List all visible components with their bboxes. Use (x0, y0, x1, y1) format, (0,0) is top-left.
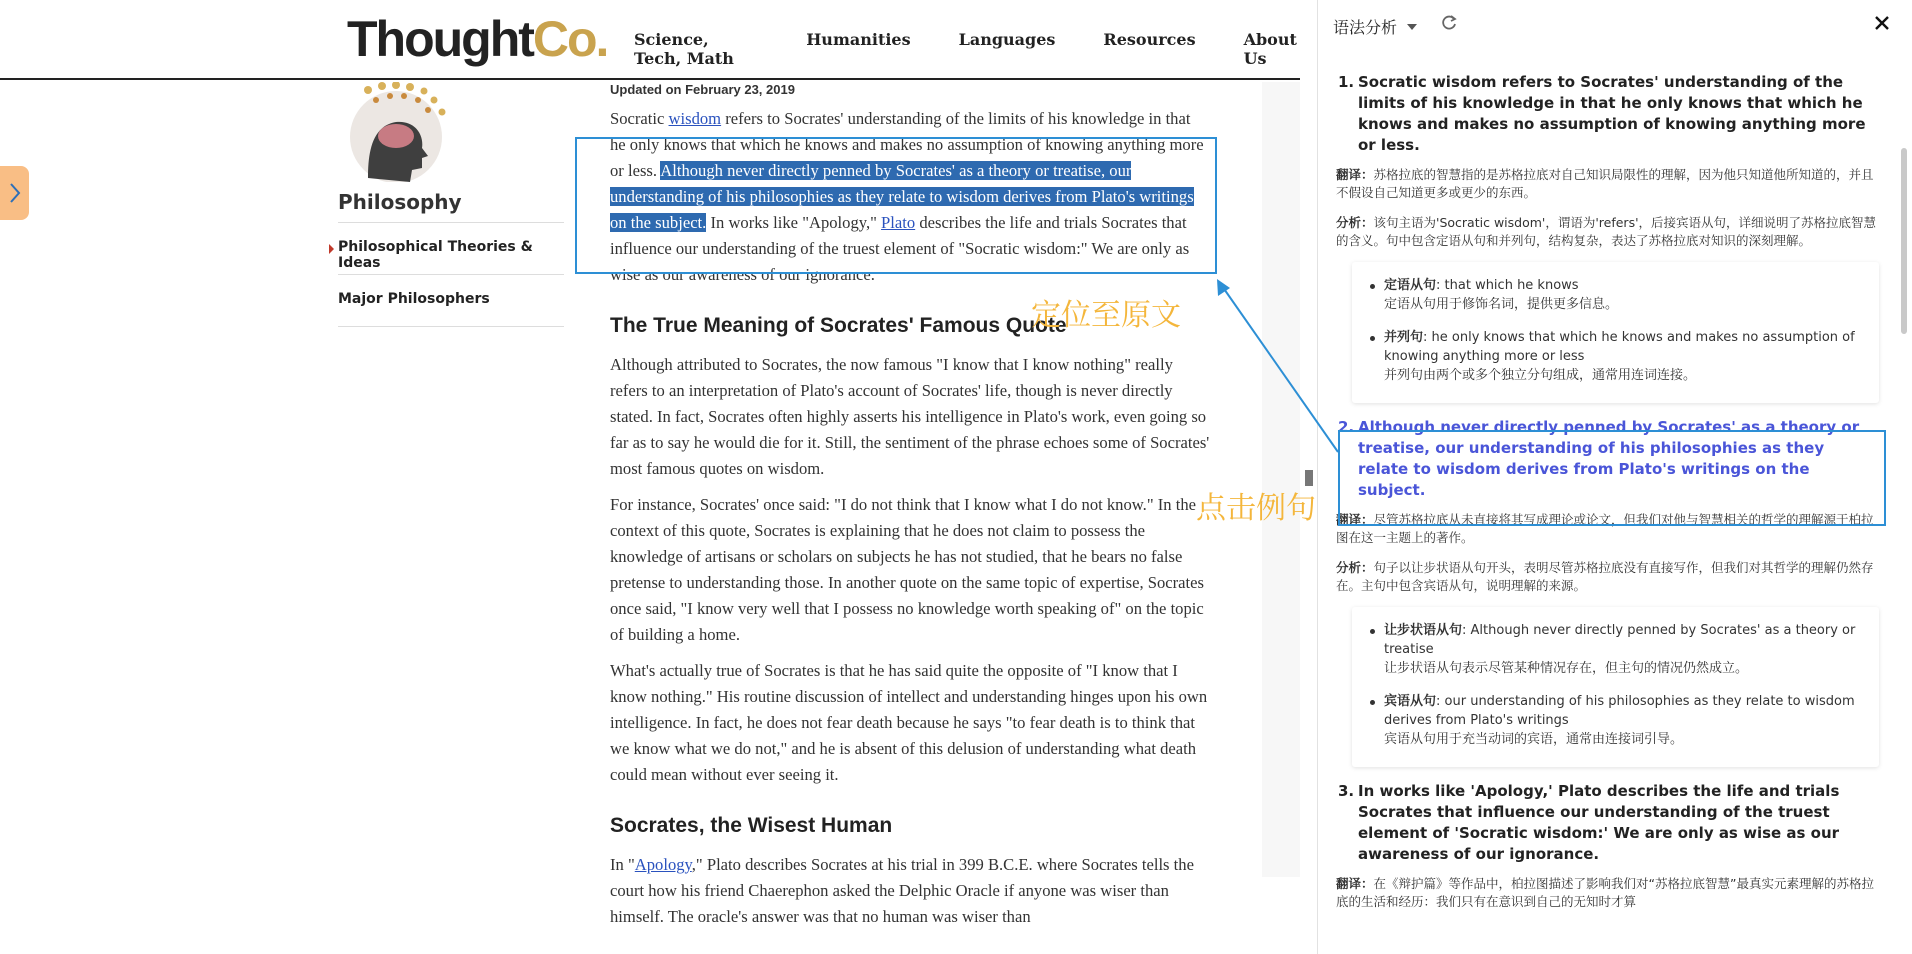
example-sentence[interactable]: Socratic wisdom refers to Socrates' understanding of the limits of his knowledge in that he only knows that which he knows and makes no assumption of knowing anything more or less. (1358, 73, 1866, 154)
nav-item-humanities[interactable]: Humanities (806, 30, 911, 49)
locate-highlight-box (575, 137, 1217, 274)
updated-date: Updated on February 23, 2019 (610, 82, 795, 97)
wisdom-link[interactable]: wisdom (668, 109, 722, 128)
panel-mode-select[interactable] (1333, 15, 1417, 38)
category-link-philosophers[interactable]: Major Philosophers (338, 274, 564, 307)
nav-item-resources[interactable]: Resources (1103, 30, 1196, 49)
close-icon[interactable] (1871, 12, 1893, 34)
annotation-locate: 定位至原文 (1031, 298, 1181, 333)
example-sentence[interactable]: In works like 'Apology,' Plato describes the life and trials Socrates that influence our understanding of the truest element of 'Socratic wisdom:' We are only as wise as our awareness of our ignorance. (1358, 782, 1840, 863)
category-link-theories[interactable]: Philosophical Theories & Ideas (338, 222, 564, 271)
plato-link[interactable]: Plato (881, 213, 916, 232)
translation-line: 翻译：尽管苏格拉底从未直接将其写成理论或论文，但我们对他与智慧相关的哲学的理解源于柏拉图在这一主题上的著作。 (1336, 512, 1874, 545)
grammar-point: 并列句: he only knows that which he knows and makes no assumption of knowing anything more or less 并列句由两个或多个独立分句组成，通常用连词连接。 (1366, 328, 1865, 385)
article-paragraph: For instance, Socrates' once said: "I do not think that I know what I do not know." In the context of this quote, Socrates is explaining that he does not claim to possess the knowledge of artisans or scholars on subjects he has not studied, that he bears no false pretense to understanding those. In another quote on the same topic of expertise, Socrates once said, "I know very well that I possess no knowledge worth speaking of" on the topic of building a home. (610, 495, 1204, 644)
article-paragraph: Socratic wisdom refers to Socrates' understanding of the limits of his knowledge in that he only knows that which he knows and makes no assumption of knowing anything more or less. Although never directly penned by Socrates' as a theory or treatise, our understanding of his philosophies as they relate to wisdom derives from Plato's writings on the subject. In works like "Apology," Plato describes the life and trials Socrates that influence our understanding of the truest element of "Socratic wisdom:" We are only as wise as our awareness of our ignorance. (610, 109, 1204, 284)
grammar-point: 让步状语从句: Although never directly penned by Socrates' as a theory or treatise 让步状语从句表示尽管某种情况存在，但主句的情况仍然成立。 (1366, 621, 1865, 678)
analysis-item: 1. Socratic wisdom refers to Socrates' understanding of the limits of his knowledge in that he only knows that which he knows and makes no assumption of knowing anything more or less. 翻译：苏格拉底的智慧指的是苏格拉底对自己知识局限性的理解，因为他只知道他所知道的，并且不假设自己知道更多或更少的东西。 分析：该句主语为'Socratic wisdom'，谓语为'refers'，后接宾语从句，详细说明了苏格拉底智慧的含义。句中包含定语从句和并列句，结构复杂，表达了苏格拉底对知识的深刻理解。 定语从句: that which he knows 定语从句用于修饰名词，提供更多信息。 并列句: he only knows that which he knows and makes no assumption of knowing anything more or less 并列句由两个或多个独立分句组成，通常用连词连接。 (1318, 72, 1893, 403)
annotation-click: 点击例句 (1196, 491, 1316, 526)
philosophy-category-illustration (338, 82, 458, 182)
section-heading: Socrates, the Wisest Human (610, 814, 893, 837)
site-logo[interactable] (347, 10, 607, 68)
article-paragraph: In "Apology," Plato describes Socrates at his trial in 399 B.C.E. where Socrates tells the court how his friend Chaerephon asked the Delphic Oracle if anyone was wiser than himself. The oracle's answer was that no human was wiser than (610, 855, 1194, 926)
logo-accent-text: Co. (532, 11, 608, 67)
article-paragraph: Although attributed to Socrates, the now famous "I know that I know nothing" really refers to an interpretation of Plato's account of Socrates' life, though is never directly stated. In fact, Socrates often highly asserts his intelligence in Plato's work, even going so far as to say he would die for it. Still, the sentiment of the phrase echoes some of Socrates' most famous quotes on wisdom. (610, 355, 1210, 478)
nav-item-about[interactable]: About Us (1243, 30, 1297, 68)
analysis-item-active: 2. Although never directly penned by Socrates' as a theory or treatise, our understanding of his philosophies as they relate to wisdom derives from Plato's writings on the subject. 翻译：尽管苏格拉底从未直接将其写成理论或论文，但我们对他与智慧相关的哲学的理解源于柏拉图在这一主题上的著作。 分析：句子以让步状语从句开头，表明尽管苏格拉底没有直接写作，但我们对其哲学的理解仍然存在。主句中包含宾语从句，说明理解的来源。 让步状语从句: Although never directly penned by Socrates' as a theory or treatise 让步状语从句表示尽管某种情况存在，但主句的情况仍然成立。 宾语从句: our understanding of his philosophies as they relate to wisdom derives from Plato's writings 宾语从句用于充当动词的宾语，通常由连接词引导。 (1318, 417, 1893, 767)
dropdown-icon (1407, 24, 1417, 30)
translation-line: 翻译：苏格拉底的智慧指的是苏格拉底对自己知识局限性的理解，因为他只知道他所知道的，并且不假设自己知道更多或更少的东西。 (1336, 167, 1874, 200)
clicked-sentence-box (1338, 430, 1886, 526)
sidebar-toggle-button[interactable] (0, 166, 29, 220)
article-paragraph: What's actually true of Socrates is that he has said quite the opposite of "I know that I know nothing." His routine discussion of intellect and understanding hinges upon his own intelligence. In fact, he does not fear death because he says "to fear death is to think that we know what we do not," and he is absent of this delusion of understanding what death could mean without ever seeing it. (610, 661, 1208, 784)
chevron-right-icon (8, 181, 22, 205)
analysis-item: 3. In works like 'Apology,' Plato describes the life and trials Socrates that influence our understanding of the truest element of 'Socratic wisdom:' We are only as wise as our awareness of our ignorance. 翻译：在《辩护篇》等作品中，柏拉图描述了影响我们对“苏格拉底智慧”最真实元素理解的苏格拉底的生活和经历：我们只有在意识到自己的无知时才算 (1318, 781, 1893, 911)
page-side-strip (1262, 82, 1300, 877)
panel-header (1318, 0, 1912, 52)
refresh-icon[interactable] (1440, 14, 1458, 32)
nav-item-science[interactable]: Science, Tech, Math (634, 30, 734, 68)
main-nav (634, 30, 1300, 68)
example-sentence-active[interactable]: Although never directly penned by Socrates' as a theory or treatise, our understanding of his philosophies as they relate to wisdom derives from Plato's writings on the subject. (1358, 418, 1860, 499)
apology-link[interactable]: Apology (634, 855, 692, 874)
grammar-point: 定语从句: that which he knows 定语从句用于修饰名词，提供更多信息。 (1366, 276, 1865, 314)
category-divider (338, 326, 564, 327)
nav-item-languages[interactable]: Languages (958, 30, 1056, 49)
panel-title: 语法分析 (1333, 18, 1398, 37)
grammar-points-card (1352, 262, 1879, 403)
translation-line: 翻译：在《辩护篇》等作品中，柏拉图描述了影响我们对“苏格拉底智慧”最真实元素理解的苏格拉底的生活和经历：我们只有在意识到自己的无知时才算 (1336, 876, 1874, 909)
grammar-points-card (1352, 607, 1879, 767)
grammar-point: 宾语从句: our understanding of his philosophies as they relate to wisdom derives from Plato's writings 宾语从句用于充当动词的宾语，通常由连接词引导。 (1366, 692, 1865, 749)
section-heading: The True Meaning of Socrates' Famous Quote (610, 314, 1067, 337)
panel-scrollbar[interactable] (1901, 148, 1907, 334)
site-header (0, 0, 1300, 80)
analysis-line: 分析：句子以让步状语从句开头，表明尽管苏格拉底没有直接写作，但我们对其哲学的理解仍然存在。主句中包含宾语从句，说明理解的来源。 (1336, 560, 1874, 593)
highlighted-sentence[interactable]: Although never directly penned by Socrates' as a theory or treatise, our understanding of his philosophies as they relate to wisdom derives from Plato's writings on the subject. (610, 161, 1194, 232)
category-title: Philosophy (338, 190, 462, 214)
logo-text: Thought (347, 11, 533, 67)
analysis-line: 分析：该句主语为'Socratic wisdom'，谓语为'refers'，后接宾语从句，详细说明了苏格拉底智慧的含义。句中包含定语从句和并列句，结构复杂，表达了苏格拉底对知识的深刻理解。 (1336, 215, 1877, 248)
